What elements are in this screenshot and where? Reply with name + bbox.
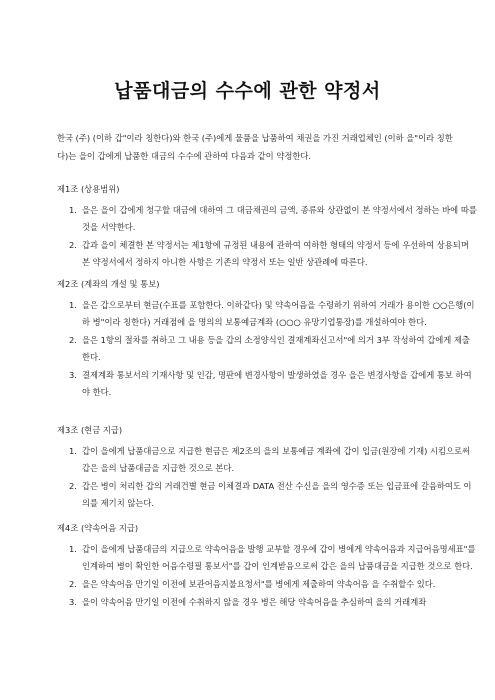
list-item [57,237,477,271]
article-1 [57,183,477,272]
item-number: 1. [69,544,77,554]
item-text: 갑이 을에게 납품대금의 지급으로 약속어음을 발행 교부할 경우에 갑이 병에게 약속어음과 지급어음명세표"를 인계하여 병이 확인한 어음수령필 통보서"를 갑이 인계받음으로써 갑은 을의 납품대금을 지급한 것으로 한다. [82,544,476,571]
item-number: 1. [69,446,77,456]
list-item [57,332,477,366]
list-item [57,443,477,477]
item-text: 갑과 을이 체결한 본 약정서는 제1항에 규정된 내용에 관하여 여하한 형태의 약정서 등에 우선하여 상용되며 본 약정서에서 정하지 아니한 사항은 기존의 약정서 또는 일반 상관례에 따른다. [82,240,469,267]
item-number: 1. [69,300,77,310]
item-text: 을은 1항의 절차를 취하고 그 내용 등을 갑의 소정양식인 결재계좌신고서"에 의거 3부 작성하여 갑에게 제출한다. [82,335,470,362]
intro-paragraph: 한국 (주) (이하 갑"이라 칭한다)와 한국 (주)에게 물품을 납품하여 채권을 가진 거래업체인 (이하 을"이라 칭한다)는 을이 갑에게 납품한 대금의 수수에 관하여 다음과 같이 약정한다. [57,133,453,161]
article-title: 제1조 (상용범위) [57,184,120,194]
item-number: 2. [69,481,77,491]
item-text: 결제계좌 통보서의 기재사항 및 인감, 명판에 변경사항이 발생하였을 경우 을은 변경사항을 갑에게 통보 하여야 한다. [82,370,472,397]
list-item [57,478,477,512]
item-number: 2. [69,335,77,345]
item-text: 을은 갑으로부터 현금(수표를 포함한다. 이하같다) 및 약속어음을 수령하기 위하여 거래가 용이한 ○○은행(이하 병"이라 칭한다) 거래점에 을 명의의 보통예금계좌 (○○○ 유망기업통장)를 개설하여야 한다. [82,300,475,327]
item-number: 2. [69,579,77,589]
list-item [57,594,477,611]
item-text: 갑은 병이 처리한 갑의 거래건별 현금 이체결과 DATA 전산 수신을 을의 영수증 또는 입금표에 갈음하여도 이의를 제기치 않는다. [82,481,472,508]
article-4 [57,522,477,612]
item-text: 을이 약속어음 만기일 이전에 수취하지 않을 경우 병은 해당 약속어음을 추심하여 을의 거래계좌 [82,597,427,607]
item-number: 1. [69,205,77,215]
list-item [57,541,477,575]
item-number: 2. [69,240,77,250]
item-text: 갑이 을에게 납품대금으로 지급한 현금은 제2조의 을의 보통예금 계좌에 갑이 입금(원장에 기재) 시킴으로써 갑은 을의 납품대금을 지급한 것으로 본다. [82,446,471,473]
item-number: 3. [69,370,77,380]
article-title: 제2조 (계좌의 개설 및 통보) [57,279,160,289]
list-item [57,297,477,331]
item-number: 3. [69,597,77,607]
item-text: 을은 을이 갑에게 청구할 대금에 대하여 그 대금채권의 금액, 종류와 상관없이 본 약정서에서 정하는 바에 따를 것을 서약한다. [82,205,477,232]
list-item [57,202,477,236]
item-text: 을은 약속어음 만기일 이전에 보관어음지불요청서"를 병에게 제출하여 약속어음 을 수취할수 있다. [82,579,436,589]
list-item [57,367,477,401]
article-2 [57,278,477,402]
document-title: 납품대금의 수수에 관한 약정서 [114,80,381,102]
article-title: 제4조 (약속어음 지급) [57,523,139,533]
article-title: 제3조 (현금 지급) [57,425,123,435]
article-3 [57,424,477,513]
list-item [57,576,477,593]
